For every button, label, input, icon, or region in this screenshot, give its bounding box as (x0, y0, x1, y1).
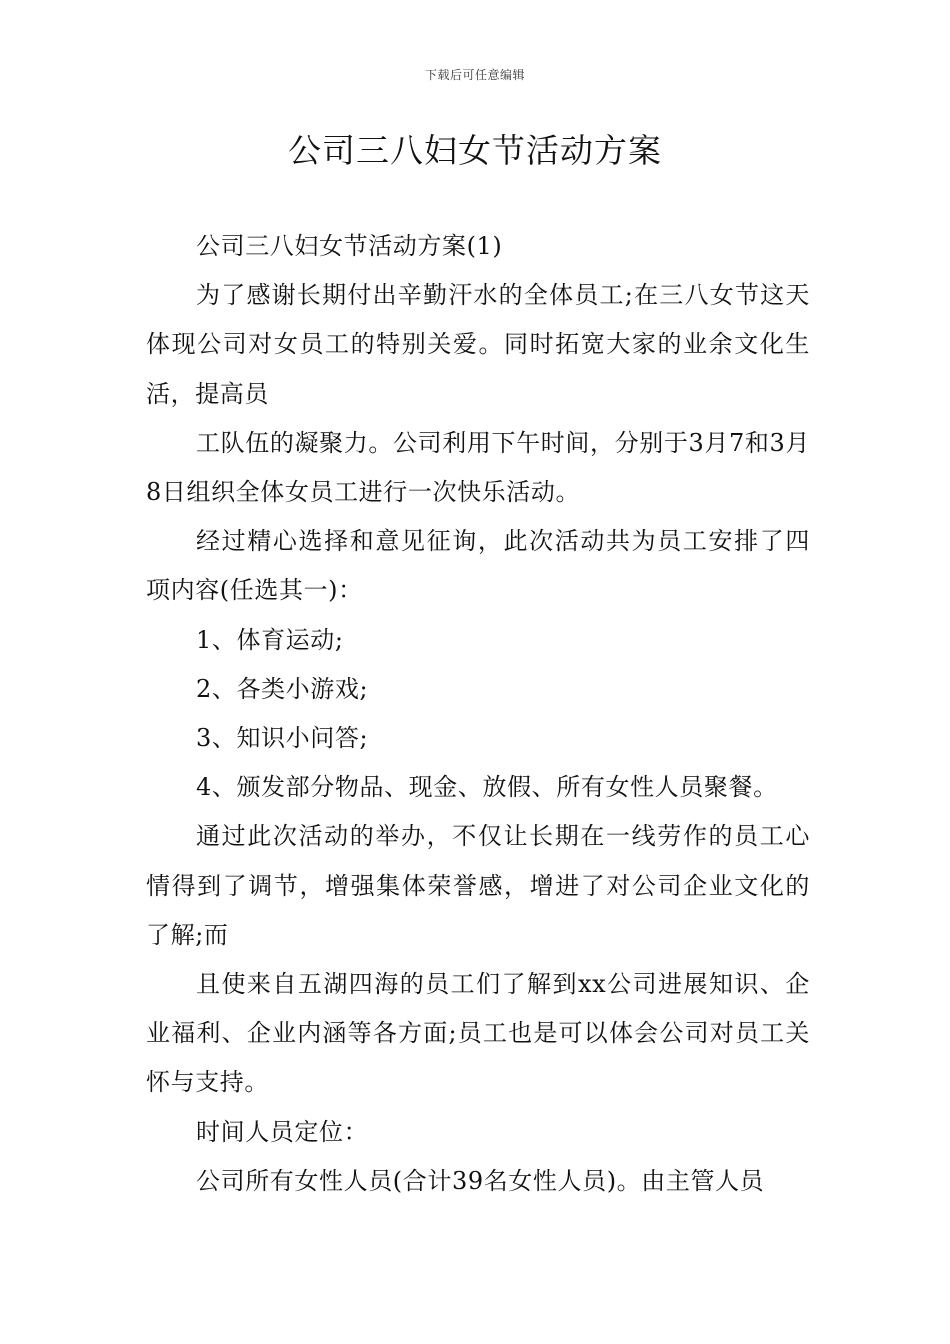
section-heading: 时间人员定位： (196, 1117, 369, 1146)
subtitle-paragraph: 公司三八妇女节活动方案(1) (196, 232, 503, 260)
schedule-paragraph: 工队伍的凝聚力。公司利用下午时间，分别于3月7和3月8日组织全体女员工进行一次快乐活动。 (146, 428, 810, 507)
intro-paragraph: 为了感谢长期付出辛勤汗水的全体员工;在三八女节这天体现公司对女员工的特别关爱。同时拓宽大家的业余文化生活，提高员 (146, 281, 810, 408)
list-item: 4、颁发部分物品、现金、放假、所有女性人员聚餐。 (196, 773, 778, 802)
list-item: 1、体育运动; (196, 625, 344, 654)
document-title: 公司三八妇女节活动方案 (288, 131, 662, 170)
staff-paragraph: 公司所有女性人员(合计39名女性人员)。由主管人员 (196, 1166, 765, 1195)
benefits-paragraph: 通过此次活动的举办，不仅让长期在一线劳作的员工心情得到了调节，增强集体荣誉感，增进了对公司企业文化的了解;而 (146, 822, 810, 949)
list-item: 3、知识小问答; (196, 724, 369, 753)
benefits-continued-paragraph: 且使来自五湖四海的员工们了解到xx公司进展知识、企业福利、企业内涵等各方面;员工也是可以体会公司对员工关怀与支持。 (146, 970, 810, 1097)
header-note: 下载后可任意编辑 (424, 68, 525, 82)
activities-intro-paragraph: 经过精心选择和意见征询，此次活动共为员工安排了四项内容(任选其一)： (146, 527, 810, 605)
list-item: 2、各类小游戏; (196, 674, 369, 703)
document-body (146, 222, 810, 1206)
